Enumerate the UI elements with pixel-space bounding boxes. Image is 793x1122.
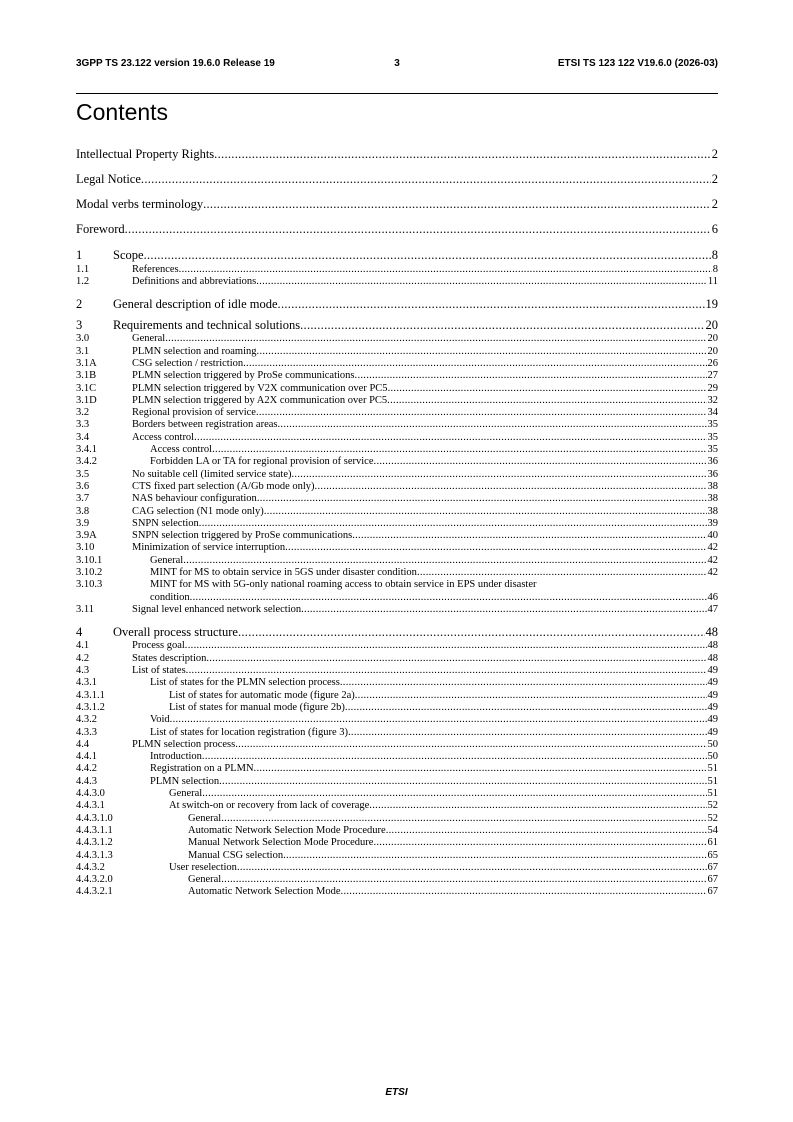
toc-leader-dots: [185, 640, 707, 651]
toc-entry-title: No suitable cell (limited service state): [132, 468, 292, 480]
toc-entry[interactable]: 4.4.3.2.1 Automatic Network Selection Mode ..... 67: [76, 886, 718, 900]
toc-entry-page: 50: [707, 738, 718, 750]
toc-entry-page: 47: [707, 603, 718, 615]
toc-entry-page: 36: [707, 456, 718, 468]
toc-entry[interactable]: 3.0 General ..... 20: [76, 333, 718, 347]
toc-entry-page: 27: [707, 370, 718, 382]
toc-leader-dots: [203, 197, 711, 212]
toc-leader-dots: [256, 276, 707, 287]
toc-entry-page: 20: [707, 333, 718, 345]
toc-entry[interactable]: [76, 197, 718, 211]
toc-entry[interactable]: 1.2 Definitions and abbreviations ..... 11: [76, 276, 718, 290]
toc-entry-title: References: [132, 263, 179, 275]
toc-entry-title: Minimization of service interruption: [132, 542, 286, 554]
toc-leader-dots: [348, 727, 707, 738]
toc-entry-title: PLMN selection and roaming: [132, 345, 257, 357]
toc-entry-page: 52: [707, 812, 718, 824]
toc-leader-dots: [388, 383, 707, 394]
toc-entry-title: condition: [150, 591, 190, 603]
toc-entry[interactable]: 4.3.1 List of states for the PLMN selection process ..... 49: [76, 677, 718, 691]
toc-leader-dots: [235, 739, 706, 750]
toc-entry-page: 2: [711, 172, 718, 186]
toc-entry-title: List of states for automatic mode (figure 2a): [169, 689, 355, 701]
toc-entry[interactable]: 4.4.1 Introduction ..... 50: [76, 751, 718, 765]
toc-entry-page: 67: [707, 861, 718, 873]
toc-entry-title: General: [150, 554, 184, 566]
toc-entry-title: MINT for MS with 5G-only national roaming access to obtain service in EPS under disaster: [150, 579, 537, 591]
toc-leader-dots: [256, 407, 707, 418]
toc-entry-title: Scope: [113, 248, 144, 262]
toc-entry-title: Registration on a PLMN: [150, 763, 254, 775]
toc-entry-title: At switch-on or recovery from lack of coverage: [169, 800, 370, 812]
toc-entry-title: PLMN selection triggered by A2X communication over PC5: [132, 394, 388, 406]
toc-entry-page: 2: [711, 147, 718, 161]
toc-entry-title: PLMN selection: [150, 775, 220, 787]
toc-leader-dots: [257, 493, 707, 504]
toc-leader-dots: [355, 690, 707, 701]
toc-entry-page: 48: [707, 640, 718, 652]
toc-entry[interactable]: 4.3 List of states ..... 49: [76, 665, 718, 679]
toc-entry-title: List of states for manual mode (figure 2b): [169, 701, 345, 713]
toc-leader-dots: [352, 530, 706, 541]
toc-entry[interactable]: 3.1C PLMN selection triggered by V2X communication over PC5 ..... 29: [76, 383, 718, 397]
toc-leader-dots: [369, 800, 706, 811]
toc-entry[interactable]: [76, 172, 718, 186]
toc-entry-title: General: [132, 333, 166, 345]
toc-entry-title: General: [188, 812, 222, 824]
toc-entry-title: General: [169, 788, 203, 799]
toc-leader-dots: [254, 763, 707, 774]
toc-entry-page: 32: [707, 394, 718, 406]
toc-entry-title: SNPN selection: [132, 517, 199, 529]
toc-entry-page: 51: [707, 775, 718, 787]
toc-entry-page: 54: [707, 824, 718, 836]
toc-entry[interactable]: 3.8 CAG selection (N1 mode only) ..... 38: [76, 506, 718, 520]
toc-entry-page: 6: [711, 222, 718, 236]
toc-entry-title: PLMN selection process: [132, 738, 236, 750]
toc-entry-title: Definitions and abbreviations: [132, 275, 257, 287]
toc-entry-page: 50: [707, 751, 718, 763]
toc-entry[interactable]: 4.4.3.1.1 Automatic Network Selection Mode Procedure ..... 54: [76, 825, 718, 839]
toc-leader-dots: [183, 555, 706, 566]
toc-leader-dots: [243, 358, 706, 369]
toc-entry[interactable]: 3.6 CTS fixed part selection (A/Gb mode only) ..... 38: [76, 481, 718, 495]
toc-entry-title: List of states for the PLMN selection process: [150, 677, 340, 689]
toc-entry-title: Automatic Network Selection Mode: [188, 886, 341, 898]
toc-entry-title: General description of idle mode: [113, 296, 278, 311]
toc-entry-title: General: [188, 874, 222, 886]
toc-entry-title: CAG selection (N1 mode only): [132, 505, 264, 517]
toc-entry-title: Modal verbs terminology: [76, 197, 204, 211]
toc-entry[interactable]: 4.4.3.1.3 Manual CSG selection ..... 65: [76, 850, 718, 864]
toc-entry[interactable]: 4.1 Process goal ..... 48: [76, 640, 718, 654]
toc-entry-title: List of states for location registration (figure 3): [150, 726, 348, 738]
toc-entry[interactable]: [76, 147, 718, 161]
toc-entry-title: Access control: [132, 431, 195, 443]
page-title: Contents: [76, 99, 169, 125]
toc-leader-dots: [212, 444, 706, 455]
toc-entry-page: 49: [707, 726, 718, 738]
toc-leader-dots: [291, 469, 706, 480]
toc-entry-title: List of states: [132, 665, 186, 676]
toc-entry[interactable]: 3 Requirements and technical solutions ..... 20: [76, 318, 718, 332]
toc-entry-title: Intellectual Property Rights: [76, 147, 215, 161]
toc-leader-dots: [206, 653, 706, 664]
toc-entry-page: 67: [707, 874, 718, 886]
toc-entry[interactable]: 3.4 Access control ..... 35: [76, 432, 718, 446]
toc-entry[interactable]: 4.4.3 PLMN selection ..... 51: [76, 776, 718, 790]
toc-entry[interactable]: 3.1 PLMN selection and roaming ..... 20: [76, 346, 718, 360]
toc-leader-dots: [341, 886, 707, 897]
toc-leader-dots: [125, 222, 711, 237]
toc-leader-dots: [179, 264, 712, 275]
toc-leader-dots: [165, 333, 706, 344]
toc-entry-page: 46: [707, 591, 718, 603]
toc-leader-dots: [340, 677, 707, 688]
toc-entry-page: 49: [707, 714, 718, 726]
toc-entry-title: CTS fixed part selection (A/Gb mode only): [132, 480, 315, 492]
toc-leader-dots: [202, 788, 706, 799]
toc-leader-dots: [386, 825, 707, 836]
toc-entry[interactable]: 3.4.1 Access control ..... 35: [76, 444, 718, 458]
toc-entry-page: 8: [711, 248, 718, 262]
toc-leader-dots: [186, 665, 707, 676]
toc-entry-page: 40: [707, 530, 718, 542]
toc-entry[interactable]: 3.2 Regional provision of service ..... 34: [76, 407, 718, 421]
toc-entry-page: 39: [707, 517, 718, 529]
toc-leader-dots: [417, 567, 707, 578]
toc-entry-page: 48: [705, 624, 718, 639]
toc-entry-page: 49: [707, 677, 718, 689]
toc-leader-dots: [221, 874, 706, 885]
toc-entry-title: Legal Notice: [76, 172, 141, 186]
toc-leader-dots: [257, 346, 707, 357]
toc-entry-title: Regional provision of service: [132, 407, 256, 419]
toc-entry-title: PLMN selection triggered by V2X communication over PC5: [132, 382, 388, 394]
toc-entry-title: Process goal: [132, 640, 185, 652]
toc-entry-page: 38: [707, 505, 718, 517]
toc-leader-dots: [144, 248, 711, 263]
toc-entry-page: 20: [705, 317, 718, 332]
toc-leader-dots: [202, 751, 707, 762]
toc-entry-page: 19: [705, 296, 718, 311]
toc-entry-page: 35: [707, 419, 718, 431]
toc-entry-title: Manual Network Selection Mode Procedure: [188, 837, 374, 849]
toc-entry-title: CSG selection / restriction: [132, 357, 244, 369]
toc-entry-page: 11: [707, 275, 718, 287]
toc-entry[interactable]: 4.3.1.1 List of states for automatic mode (figure 2a) ..... 49: [76, 690, 718, 704]
toc-leader-dots: [373, 837, 706, 848]
toc-entry-title: PLMN selection triggered by ProSe communications: [132, 370, 355, 382]
toc-entry-page: 42: [707, 542, 718, 554]
header-etsi-reference: ETSI TS 123 122 V19.6.0 (2026-03): [557, 58, 718, 69]
toc-entry-title: Borders between registration areas: [132, 419, 278, 431]
toc-entry[interactable]: 3.10.1 General ..... 42: [76, 555, 718, 569]
header-page-number: 3: [394, 58, 400, 69]
toc-leader-dots: [214, 147, 711, 162]
toc-entry-page: 49: [707, 665, 718, 676]
toc-entry-page: 38: [707, 493, 718, 505]
toc-leader-dots: [264, 506, 707, 517]
toc-leader-dots: [301, 604, 706, 615]
toc-entry-title: Void: [150, 714, 170, 726]
toc-leader-dots: [345, 702, 707, 713]
toc-entry[interactable]: 3.10.3 MINT for MS with 5G-only national roaming access to obtain service in EPS under disaster: [76, 579, 537, 591]
toc-entry[interactable]: 4.4.2 Registration on a PLMN ..... 51: [76, 763, 718, 777]
toc-entry[interactable]: 4.4.3.1.2 Manual Network Selection Mode Procedure ..... 61: [76, 837, 718, 851]
toc-entry[interactable]: 3.5 No suitable cell (limited service state) ..... 36: [76, 469, 718, 483]
toc-entry[interactable]: 4.4.3.2 User reselection ..... 67: [76, 862, 718, 876]
toc-entry[interactable]: 4.4.3.0 General ..... 51: [76, 788, 718, 802]
page-footer: ETSI: [385, 1087, 408, 1098]
toc-entry[interactable]: 4.3.2 Void ..... 49: [76, 714, 718, 728]
toc-entry-page: 42: [707, 567, 718, 578]
toc-entry[interactable]: 3.1A CSG selection / restriction ..... 26: [76, 358, 718, 372]
toc-leader-dots: [374, 456, 707, 467]
toc-leader-dots: [190, 592, 707, 603]
toc-entry[interactable]: 3.1B PLMN selection triggered by ProSe communications ..... 27: [76, 370, 718, 384]
toc-entry-page: 2: [711, 197, 718, 211]
toc-entry[interactable]: 4.4 PLMN selection process ..... 50: [76, 739, 718, 753]
toc-leader-dots: [237, 862, 707, 873]
toc-entry-page: 38: [707, 480, 718, 492]
toc-entry-title: States description: [132, 652, 207, 664]
toc-entry-page: 35: [707, 431, 718, 443]
toc-entry-page: 49: [707, 689, 718, 701]
toc-entry[interactable]: 4.3.3 List of states for location registration (figure 3) ..... 49: [76, 727, 718, 741]
toc-entry-page: 48: [707, 652, 718, 664]
toc-entry[interactable]: 1 Scope ..... 8: [76, 248, 718, 262]
toc-entry-title: SNPN selection triggered by ProSe communications: [132, 530, 353, 542]
toc-entry-title: Signal level enhanced network selection: [132, 603, 302, 615]
toc-entry-title: Requirements and technical solutions: [113, 317, 301, 332]
toc-entry[interactable]: 2 General description of idle mode ..... 19: [76, 297, 718, 311]
toc-entry[interactable]: [76, 222, 718, 236]
toc-leader-dots: [219, 776, 706, 787]
toc-entry-page: 67: [707, 886, 718, 898]
toc-leader-dots: [355, 370, 707, 381]
toc-entry-page: 8: [712, 263, 718, 275]
toc-entry-page: 52: [707, 800, 718, 812]
toc-entry[interactable]: 3.7 NAS behaviour configuration ..... 38: [76, 493, 718, 507]
toc-entry[interactable]: 4.3.1.2 List of states for manual mode (figure 2b) ..... 49: [76, 702, 718, 716]
toc-entry-page: 34: [707, 407, 718, 419]
toc-leader-dots: [170, 714, 707, 725]
toc-entry[interactable]: 3.10.2 MINT for MS to obtain service in 5GS under disaster condition ..... 42: [76, 567, 718, 581]
toc-entry-page: 65: [707, 849, 718, 861]
toc-entry-title: Forbidden LA or TA for regional provision of service: [150, 456, 374, 468]
toc-entry[interactable]: 4.4.3.1.0 General ..... 52: [76, 813, 718, 827]
toc-entry-page: 36: [707, 468, 718, 480]
toc-entry-page: 29: [707, 382, 718, 394]
toc-leader-dots: [194, 432, 706, 443]
toc-leader-dots: [221, 813, 706, 824]
toc-entry[interactable]: 3.9 SNPN selection ..... 39: [76, 518, 718, 532]
toc-leader-dots: [141, 172, 711, 187]
toc-entry-title: Overall process structure: [113, 624, 238, 639]
toc-entry[interactable]: 3.1D PLMN selection triggered by A2X communication over PC5 ..... 32: [76, 395, 718, 409]
toc-entry-title: Manual CSG selection: [188, 849, 284, 861]
toc-entry-title: Access control: [150, 444, 213, 455]
toc-entry-title: User reselection: [169, 861, 237, 873]
toc-leader-dots: [285, 542, 706, 553]
toc-entry-page: 42: [707, 554, 718, 566]
toc-entry-page: 51: [707, 763, 718, 775]
toc-leader-dots: [199, 518, 707, 529]
toc-entry[interactable]: 3.10 Minimization of service interruption ..... 42: [76, 542, 718, 556]
toc-entry[interactable]: 4.4.3.1 At switch-on or recovery from lack of coverage ..... 52: [76, 800, 718, 814]
toc-entry-page: 49: [707, 701, 718, 713]
toc-entry-title: Introduction: [150, 751, 202, 763]
toc-entry[interactable]: 3.11 Signal level enhanced network selection ..... 47: [76, 604, 718, 618]
toc-leader-dots: [278, 297, 705, 312]
toc-entry-page: 26: [707, 357, 718, 369]
toc-entry[interactable]: 1.1 References ..... 8: [76, 264, 718, 278]
toc-entry-title: MINT for MS to obtain service in 5GS under disaster condition: [150, 567, 417, 578]
toc-entry[interactable]: 4 Overall process structure ..... 48: [76, 625, 718, 639]
toc-entry-page: 51: [707, 788, 718, 799]
toc-entry-title: Automatic Network Selection Mode Procedure: [188, 824, 386, 836]
toc-leader-dots: [277, 419, 706, 430]
toc-entry[interactable]: 4.4.3.2.0 General ..... 67: [76, 874, 718, 888]
toc-entry[interactable]: 3.4.2 Forbidden LA or TA for regional provision of service ..... 36: [76, 456, 718, 470]
toc-entry-page: 20: [707, 345, 718, 357]
header-spec-version: 3GPP TS 23.122 version 19.6.0 Release 19: [76, 58, 275, 69]
toc-entry[interactable]: 4.2 States description ..... 48: [76, 653, 718, 667]
toc-entry-page: 35: [707, 444, 718, 455]
toc-leader-dots: [387, 395, 706, 406]
toc-entry-page: 61: [707, 837, 718, 849]
toc-entry[interactable]: 3.9A SNPN selection triggered by ProSe communications ..... 40: [76, 530, 718, 544]
toc-entry-title: NAS behaviour configuration: [132, 493, 257, 505]
toc-entry-title: Foreword: [76, 222, 125, 236]
toc-leader-dots: [300, 318, 704, 333]
toc-entry[interactable]: 3.3 Borders between registration areas ..... 35: [76, 419, 718, 433]
toc-leader-dots: [315, 481, 707, 492]
toc-leader-dots: [238, 625, 705, 640]
toc-leader-dots: [283, 850, 706, 861]
